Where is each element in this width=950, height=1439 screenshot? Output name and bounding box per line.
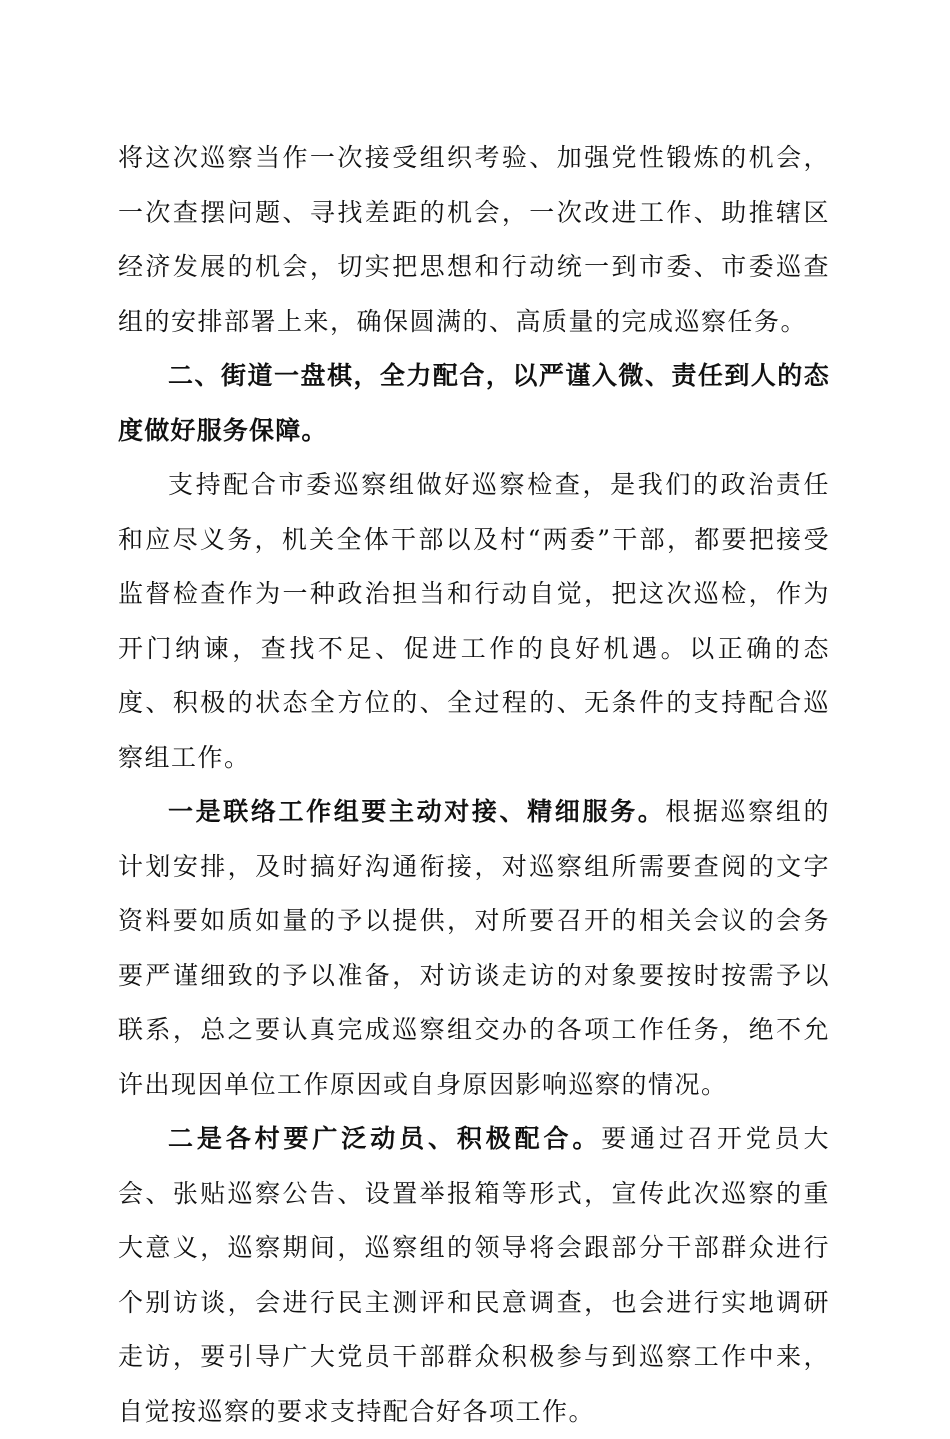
- document-body: [118, 131, 830, 1439]
- paragraph-item-1: [118, 785, 830, 1112]
- item-1-body: 根据巡察组的计划安排，及时搞好沟通衔接，对巡察组所需要查阅的文字资料要如质如量的予以提供，对所要召开的相关会议的会务要严谨细致的予以准备，对访谈走访的对象要按时按需予以联系，总之要认真完成巡察组交办的各项工作任务，绝不允许出现因单位工作原因或自身原因影响巡察的情况。: [118, 797, 830, 1099]
- item-2-lead: 二是各村要广泛动员、积极配合。: [168, 1124, 602, 1153]
- item-2-body: 要通过召开党员大会、张贴巡察公告、设置举报箱等形式，宣传此次巡察的重大意义，巡察期间，巡察组的领导将会跟部分干部群众进行个别访谈，会进行民主测评和民意调查，也会进行实地调研走访，要引导广大党员干部群众积极参与到巡察工作中来，自觉按巡察的要求支持配合好各项工作。: [118, 1124, 830, 1426]
- paragraph-continuation: 将这次巡察当作一次接受组织考验、加强党性锻炼的机会，一次查摆问题、寻找差距的机会，一次改进工作、助推辖区经济发展的机会，切实把思想和行动统一到市委、市委巡查组的安排部署上来，确保圆满的、高质量的完成巡察任务。: [118, 143, 830, 336]
- section-heading: 二、街道一盘棋，全力配合，以严谨入微、责任到人的态度做好服务保障。: [118, 361, 830, 445]
- item-1-lead: 一是联络工作组要主动对接、精细服务。: [168, 797, 666, 826]
- paragraph-support: 支持配合市委巡察组做好巡察检查，是我们的政治责任和应尽义务，机关全体干部以及村“两委”干部，都要把接受监督检查作为一种政治担当和行动自觉，把这次巡检，作为开门纳谏，查找不足、促进工作的良好机遇。以正确的态度、积极的状态全方位的、全过程的、无条件的支持配合巡察组工作。: [118, 470, 830, 772]
- paragraph-item-2: [118, 1112, 830, 1439]
